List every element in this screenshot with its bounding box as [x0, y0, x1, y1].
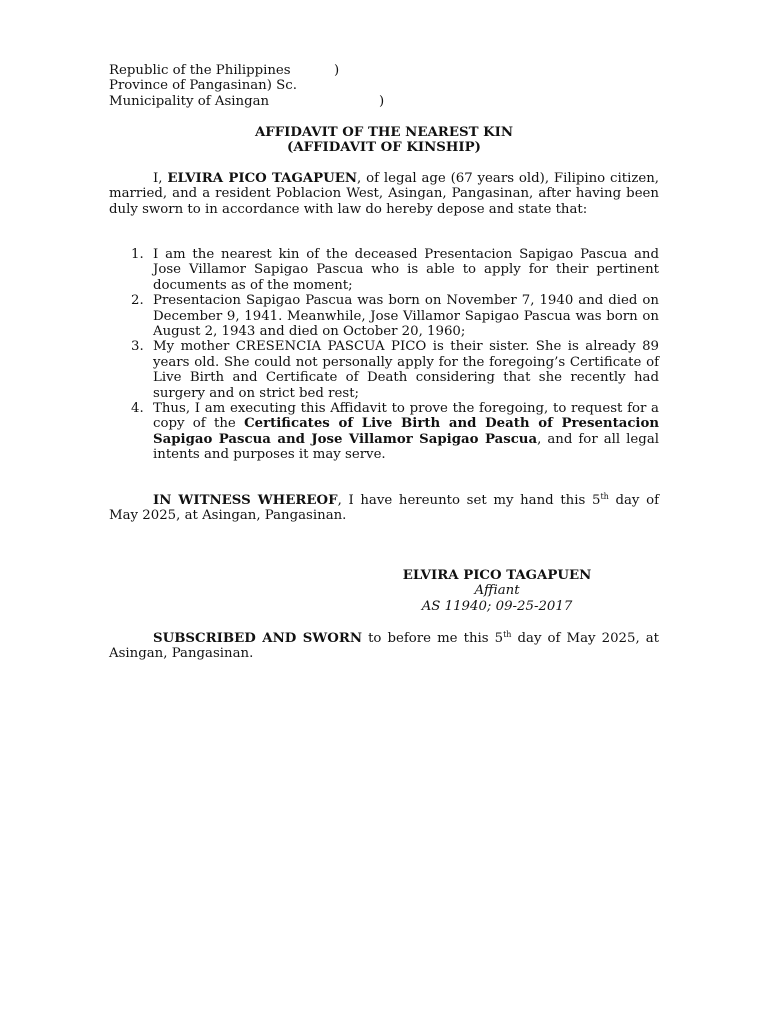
list-item [109, 339, 659, 401]
witness-text: , I have hereunto set my hand this 5 [337, 493, 601, 508]
signature-name: ELVIRA PICO TAGAPUEN [402, 568, 592, 583]
witness-paragraph [109, 493, 659, 524]
venue-paren-3: ) [379, 93, 385, 109]
witness-superscript: th [600, 492, 609, 501]
signature-id: AS 11940; 09-25-2017 [421, 598, 573, 614]
list-item [109, 293, 659, 339]
intro-prefix: I, [153, 171, 168, 186]
list-item-text: Thus, I am executing this Affidavit to prove the foregoing, to request for a copy of the [153, 401, 659, 432]
title-line-2: (AFFIDAVIT OF KINSHIP) [287, 140, 481, 156]
list-item-text: My mother CRESENCIA PASCUA PICO is their sister. She is already 89 years old. She could not personally apply for the foregoing’s Certificate of Live Birth and Certificate of Death considering that she recently had surgery and on strict bed rest; [153, 339, 659, 401]
venue-republic-text: Republic of the Philippines [109, 63, 291, 78]
list-item [109, 401, 659, 463]
venue-province-text: Province of Pangasinan [109, 78, 267, 94]
subscribed-heading: SUBSCRIBED AND SWORN [153, 631, 363, 646]
list-item-text: Presentacion Sapigao Pascua was born on November 7, 1940 and died on December 9, 1941. Meanwhile, Jose Villamor Sapigao Pascua was born on August 2, 1943 and died on October 20, 1960; [153, 293, 659, 340]
intro-paragraph [109, 171, 659, 217]
witness-heading: IN WITNESS WHEREOF [153, 493, 338, 508]
list-item-number: 3. [131, 339, 144, 355]
statement-list [109, 247, 659, 463]
witness-text-end: day of May 2025, at Asingan, Pangasinan. [109, 493, 659, 524]
title-line-1: AFFIDAVIT OF THE NEAREST KIN [254, 125, 514, 140]
venue-caption [109, 63, 385, 109]
signature-block [380, 568, 614, 614]
list-item-number: 4. [131, 401, 144, 417]
list-item-bold-text: Certificates of Live Birth and Death of Presentacion Sapigao Pascua and Jose Villamor Sapigao Pascua [153, 416, 660, 447]
venue-line-republic [109, 63, 340, 78]
subscribed-text-end: day of May 2025, at Asingan, Pangasinan. [109, 631, 659, 662]
list-item [109, 247, 659, 293]
signature-role: Affiant [474, 583, 520, 599]
subscribed-paragraph [109, 631, 659, 662]
subscribed-text: to before me this 5 [362, 631, 504, 646]
intro-text: , of legal age (67 years old), Filipino citizen, married, and a resident Poblacion West, Asingan, Pangasinan, after having been duly sworn to in accordance with law do hereby depose and state that: [109, 171, 659, 217]
venue-municipality-text: Municipality of Asingan [109, 93, 270, 109]
list-item-number: 1. [131, 247, 144, 262]
affiant-name-inline: ELVIRA PICO TAGAPUEN [167, 171, 358, 186]
venue-line-province [109, 78, 297, 93]
subscribed-superscript: th [503, 630, 512, 639]
venue-paren-1: ) [334, 63, 340, 78]
venue-sc-marker: ) Sc. [266, 78, 297, 94]
document-title [109, 125, 659, 156]
list-item-text-end: , and for all legal intents and purposes it may serve. [153, 431, 659, 463]
list-item-text: I am the nearest kin of the deceased Presentacion Sapigao Pascua and Jose Villamor Sapigao Pascua who is able to apply for their pertinent documents as of the moment; [153, 247, 659, 293]
venue-line-municipality [109, 93, 385, 109]
list-item-number: 2. [131, 293, 144, 309]
